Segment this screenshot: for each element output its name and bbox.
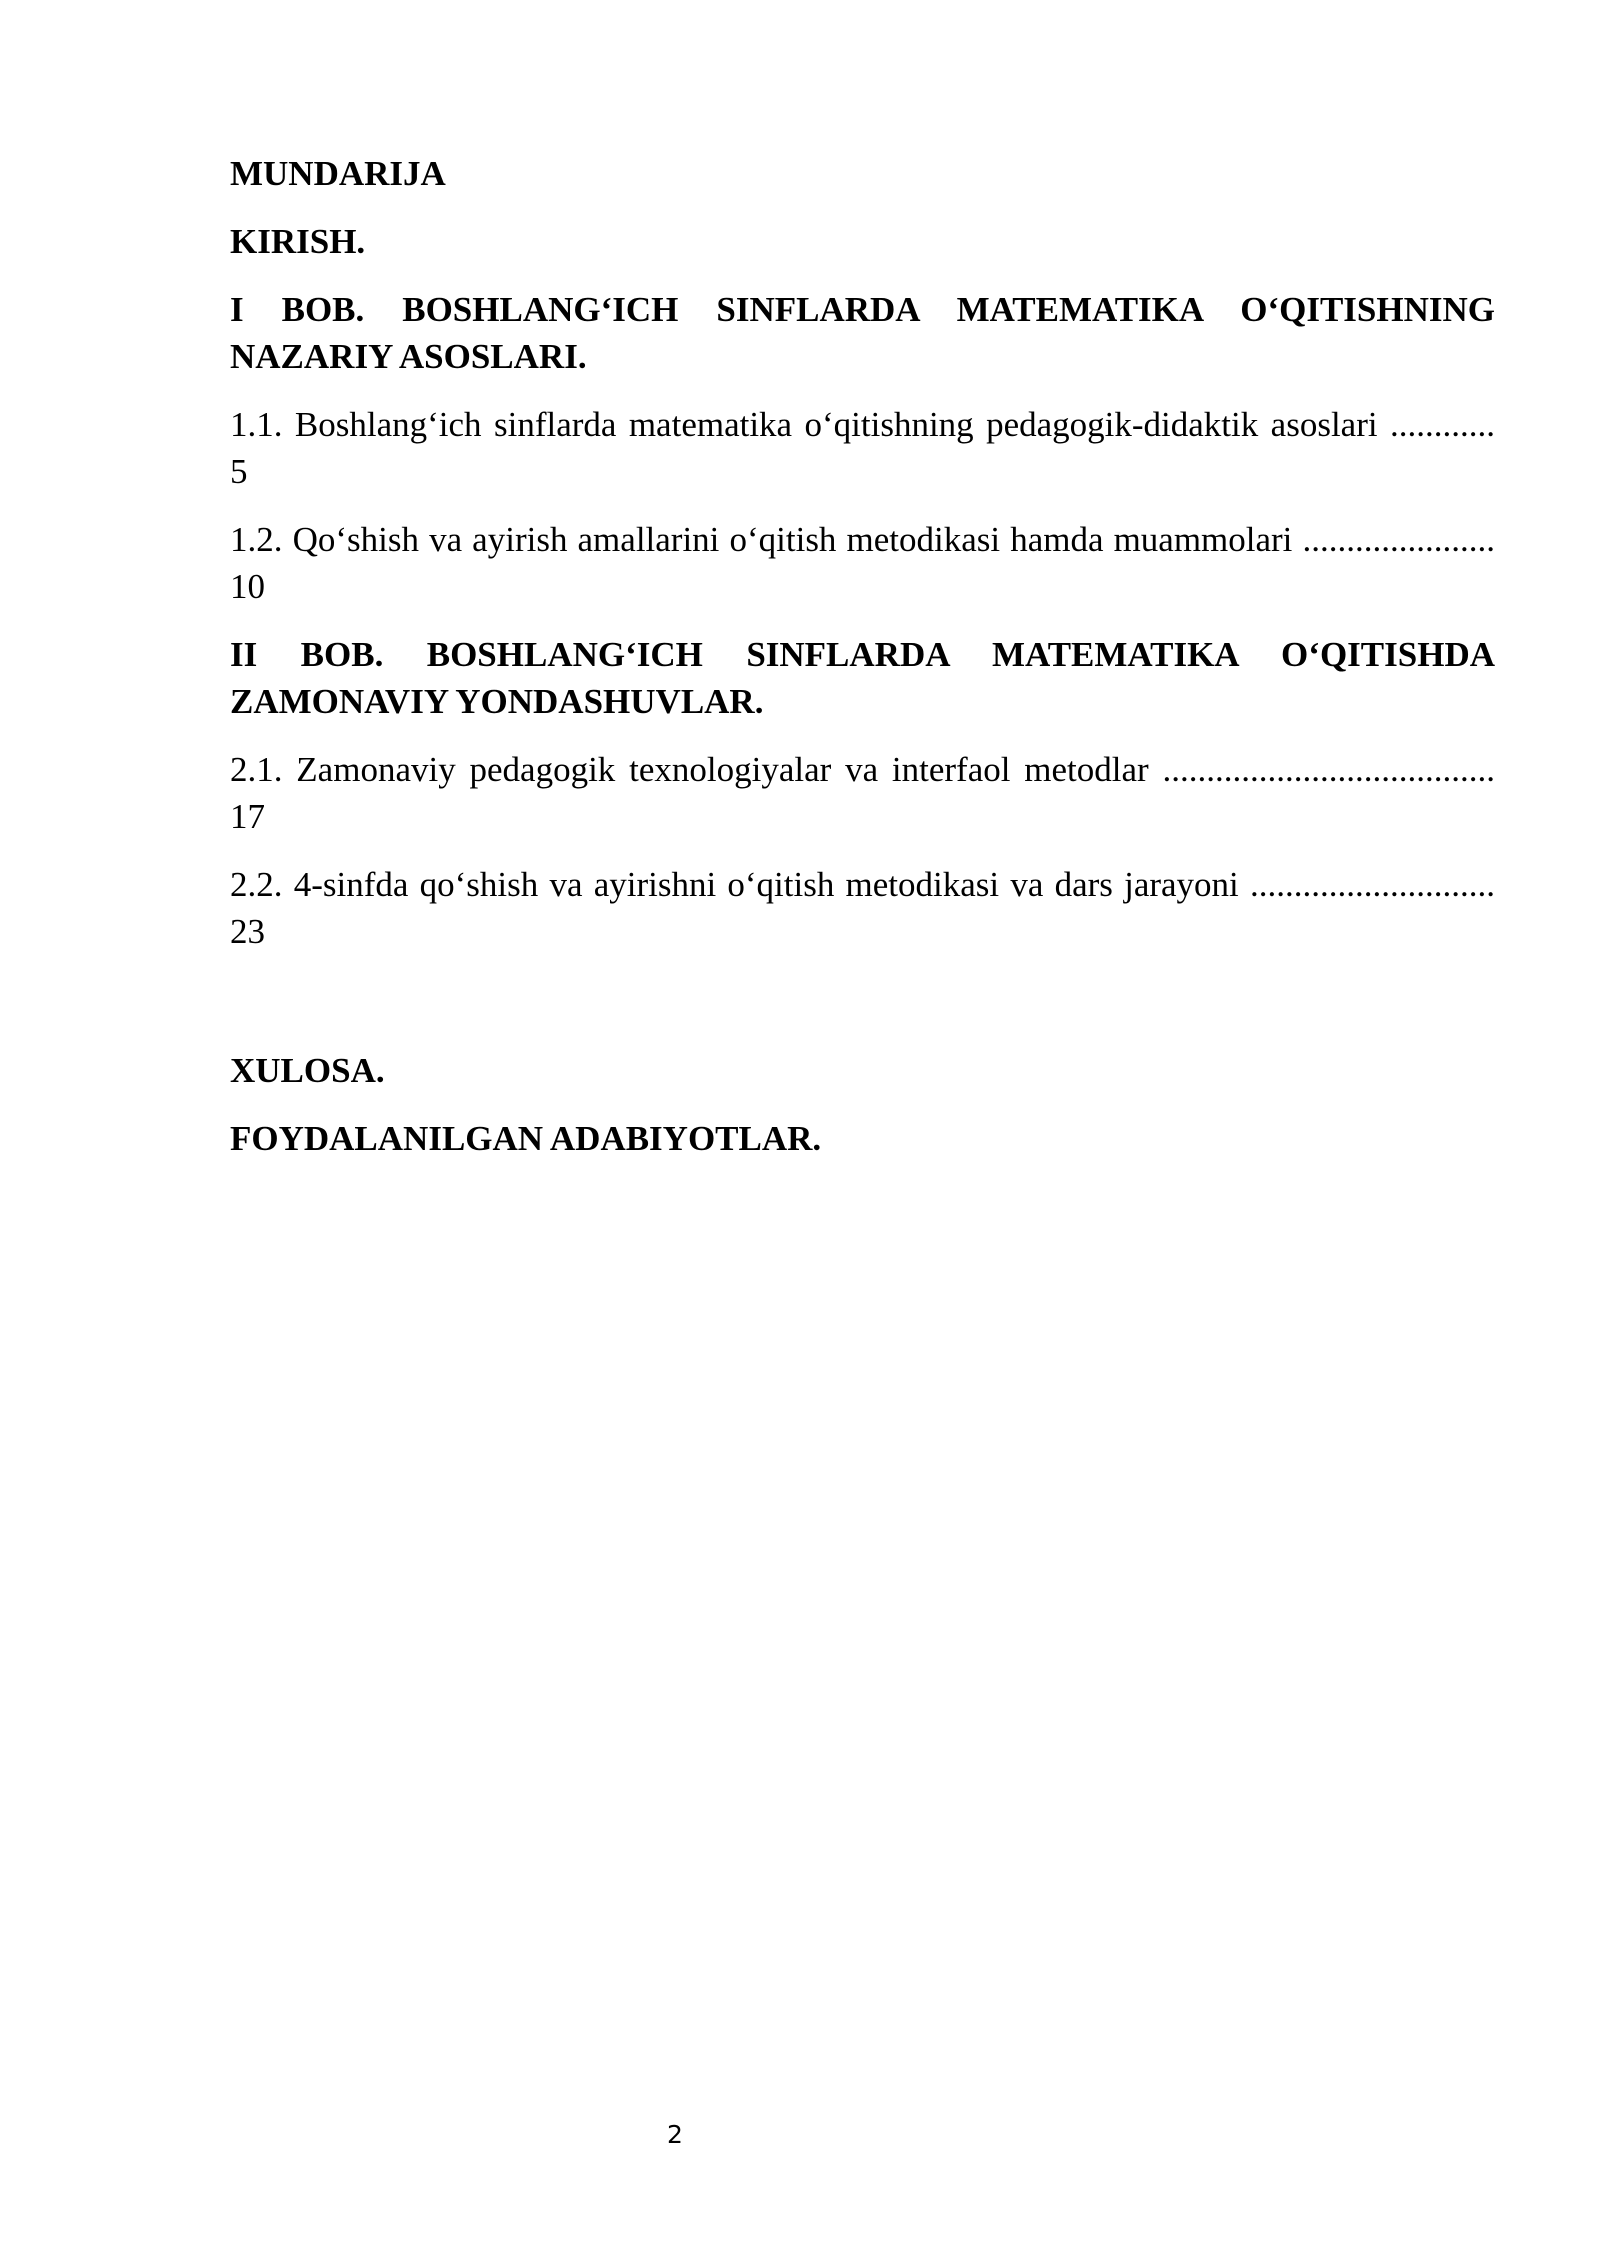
toc-entry-conclusion: XULOSA. [230, 1051, 385, 1090]
toc-entry-chapter-1: I BOB. BOSHLANG‘ICH SINFLARDA MATEMATIKA O‘QITISHNING NAZARIY ASOSLARI. [230, 290, 1495, 376]
toc-entry-references: FOYDALANILGAN ADABIYOTLAR. [230, 1119, 822, 1158]
toc-entry-section-1-2: 1.2. Qo‘shish va ayirish amallarini o‘qitish metodikasi hamda muammolari ...................... 10 [230, 520, 1495, 606]
toc-entry-section-2-2: 2.2. 4-sinfda qo‘shish va ayirishni o‘qitish metodikasi va dars jarayoni ............................ 23 [230, 865, 1495, 951]
toc-entry-section-2-1: 2.1. Zamonaviy pedagogik texnologiyalar va interfaol metodlar ...................................... 17 [230, 750, 1495, 836]
toc-entry-chapter-2: II BOB. BOSHLANG‘ICH SINFLARDA MATEMATIKA O‘QITISHDA ZAMONAVIY YONDASHUVLAR. [230, 635, 1495, 721]
toc-entry-section-1-1: 1.1. Boshlang‘ich sinflarda matematika o‘qitishning pedagogik-didaktik asoslari ............ 5 [230, 405, 1495, 491]
toc-entry-introduction: KIRISH. [230, 222, 366, 261]
page-number: 2 [667, 2120, 683, 2149]
table-of-contents [230, 150, 1495, 1183]
toc-title: MUNDARIJA [230, 154, 446, 193]
